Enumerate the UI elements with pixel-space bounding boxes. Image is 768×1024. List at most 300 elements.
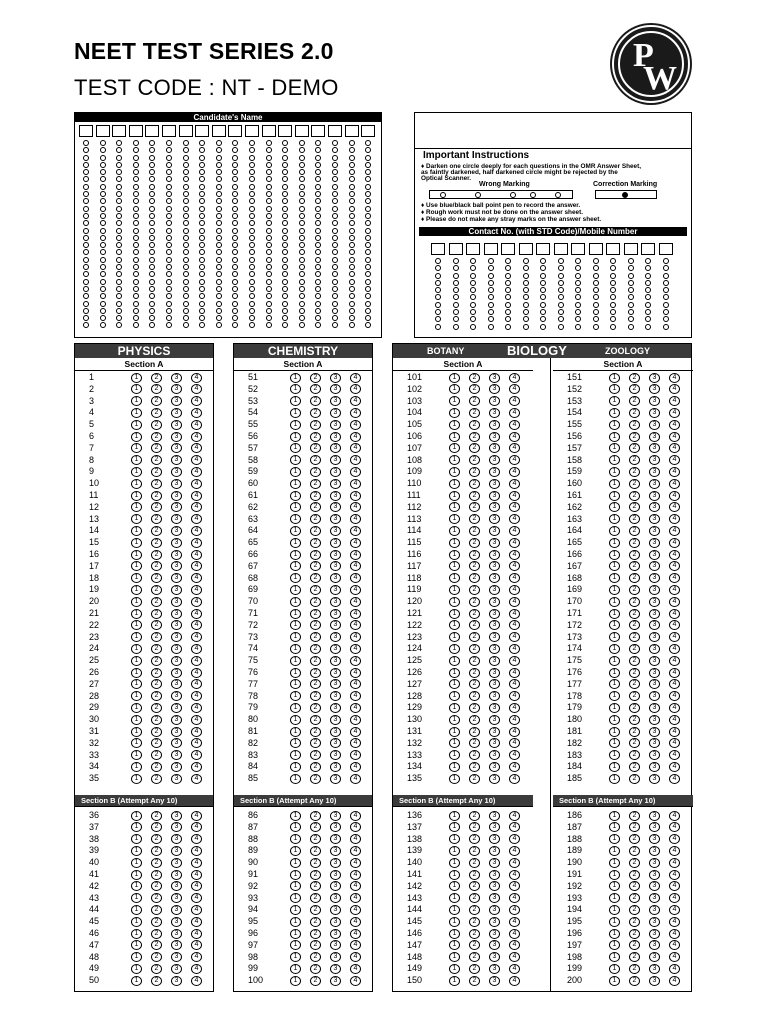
answer-bubble[interactable]: 2 (469, 964, 480, 974)
omr-bubble[interactable] (149, 184, 155, 190)
answer-bubble[interactable]: 4 (509, 846, 520, 856)
entry-box[interactable] (345, 125, 359, 137)
omr-bubble[interactable] (232, 206, 238, 212)
answer-bubble[interactable]: 2 (629, 373, 640, 383)
answer-bubble[interactable]: 1 (449, 917, 460, 927)
answer-bubble[interactable]: 2 (151, 609, 162, 619)
answer-bubble[interactable]: 2 (310, 976, 321, 986)
answer-bubble[interactable]: 1 (290, 822, 301, 832)
answer-bubble[interactable]: 1 (449, 408, 460, 418)
omr-bubble[interactable] (83, 155, 89, 161)
answer-bubble[interactable]: 3 (171, 905, 182, 915)
omr-bubble[interactable] (149, 220, 155, 226)
omr-bubble[interactable] (83, 140, 89, 146)
answer-bubble[interactable]: 3 (171, 561, 182, 571)
omr-bubble[interactable] (575, 265, 581, 271)
omr-bubble[interactable] (83, 264, 89, 270)
answer-bubble[interactable]: 1 (290, 964, 301, 974)
answer-bubble[interactable]: 4 (669, 929, 680, 939)
answer-bubble[interactable]: 4 (350, 373, 361, 383)
answer-bubble[interactable]: 1 (609, 609, 620, 619)
omr-bubble[interactable] (558, 258, 564, 264)
answer-bubble[interactable]: 1 (290, 396, 301, 406)
answer-bubble[interactable]: 3 (171, 858, 182, 868)
omr-bubble[interactable] (628, 324, 634, 330)
omr-bubble[interactable] (266, 220, 272, 226)
omr-bubble[interactable] (149, 198, 155, 204)
answer-bubble[interactable]: 3 (649, 526, 660, 536)
answer-bubble[interactable]: 4 (509, 609, 520, 619)
answer-bubble[interactable]: 3 (649, 811, 660, 821)
omr-bubble[interactable] (100, 257, 106, 263)
omr-bubble[interactable] (166, 315, 172, 321)
omr-bubble[interactable] (100, 140, 106, 146)
answer-bubble[interactable]: 1 (609, 727, 620, 737)
answer-bubble[interactable]: 1 (290, 679, 301, 689)
omr-bubble[interactable] (249, 220, 255, 226)
omr-bubble[interactable] (453, 258, 459, 264)
omr-bubble[interactable] (166, 293, 172, 299)
omr-bubble[interactable] (199, 147, 205, 153)
answer-bubble[interactable]: 4 (509, 703, 520, 713)
answer-bubble[interactable]: 1 (449, 952, 460, 962)
answer-bubble[interactable]: 3 (649, 762, 660, 772)
omr-bubble[interactable] (149, 315, 155, 321)
answer-bubble[interactable]: 1 (449, 373, 460, 383)
answer-bubble[interactable]: 4 (509, 893, 520, 903)
answer-bubble[interactable]: 4 (191, 668, 202, 678)
omr-bubble[interactable] (199, 264, 205, 270)
answer-bubble[interactable]: 1 (449, 691, 460, 701)
answer-bubble[interactable]: 1 (290, 774, 301, 784)
entry-box[interactable] (466, 243, 480, 255)
answer-bubble[interactable]: 4 (669, 585, 680, 595)
omr-bubble[interactable] (100, 147, 106, 153)
answer-bubble[interactable]: 1 (449, 479, 460, 489)
answer-bubble[interactable]: 2 (469, 561, 480, 571)
answer-bubble[interactable]: 1 (449, 561, 460, 571)
omr-bubble[interactable] (100, 322, 106, 328)
omr-bubble[interactable] (315, 206, 321, 212)
omr-bubble[interactable] (488, 273, 494, 279)
omr-bubble[interactable] (166, 140, 172, 146)
omr-bubble[interactable] (282, 257, 288, 263)
answer-bubble[interactable]: 4 (350, 715, 361, 725)
omr-bubble[interactable] (365, 162, 371, 168)
answer-bubble[interactable]: 2 (151, 502, 162, 512)
entry-box[interactable] (129, 125, 143, 137)
omr-bubble[interactable] (282, 286, 288, 292)
omr-bubble[interactable] (216, 279, 222, 285)
answer-bubble[interactable]: 3 (330, 502, 341, 512)
omr-bubble[interactable] (365, 279, 371, 285)
answer-bubble[interactable]: 1 (290, 502, 301, 512)
omr-bubble[interactable] (365, 293, 371, 299)
answer-bubble[interactable]: 3 (489, 573, 500, 583)
answer-bubble[interactable]: 2 (310, 550, 321, 560)
omr-bubble[interactable] (232, 228, 238, 234)
answer-bubble[interactable]: 3 (649, 479, 660, 489)
entry-box[interactable] (262, 125, 276, 137)
answer-bubble[interactable]: 1 (609, 762, 620, 772)
answer-bubble[interactable]: 1 (131, 976, 142, 986)
answer-bubble[interactable]: 2 (469, 846, 480, 856)
answer-bubble[interactable]: 4 (191, 420, 202, 430)
answer-bubble[interactable]: 2 (310, 561, 321, 571)
omr-bubble[interactable] (199, 198, 205, 204)
answer-bubble[interactable]: 4 (509, 479, 520, 489)
answer-bubble[interactable]: 1 (290, 762, 301, 772)
entry-box[interactable] (278, 125, 292, 137)
answer-bubble[interactable]: 2 (310, 846, 321, 856)
answer-bubble[interactable]: 4 (669, 408, 680, 418)
answer-bubble[interactable]: 1 (609, 703, 620, 713)
entry-box[interactable] (449, 243, 463, 255)
answer-bubble[interactable]: 3 (330, 811, 341, 821)
omr-bubble[interactable] (299, 308, 305, 314)
answer-bubble[interactable]: 1 (609, 750, 620, 760)
answer-bubble[interactable]: 4 (191, 408, 202, 418)
answer-bubble[interactable]: 2 (629, 917, 640, 927)
omr-bubble[interactable] (133, 213, 139, 219)
answer-bubble[interactable]: 3 (171, 550, 182, 560)
answer-bubble[interactable]: 3 (649, 750, 660, 760)
answer-bubble[interactable]: 1 (290, 443, 301, 453)
omr-bubble[interactable] (488, 316, 494, 322)
answer-bubble[interactable]: 1 (449, 609, 460, 619)
omr-bubble[interactable] (349, 140, 355, 146)
omr-bubble[interactable] (149, 140, 155, 146)
omr-bubble[interactable] (83, 147, 89, 153)
answer-bubble[interactable]: 2 (310, 526, 321, 536)
answer-bubble[interactable]: 4 (191, 502, 202, 512)
omr-bubble[interactable] (299, 279, 305, 285)
omr-bubble[interactable] (232, 220, 238, 226)
answer-bubble[interactable]: 2 (310, 715, 321, 725)
answer-bubble[interactable]: 4 (669, 846, 680, 856)
omr-bubble[interactable] (299, 162, 305, 168)
answer-bubble[interactable]: 1 (290, 870, 301, 880)
answer-bubble[interactable]: 2 (469, 573, 480, 583)
omr-bubble[interactable] (83, 198, 89, 204)
answer-bubble[interactable]: 4 (669, 502, 680, 512)
omr-bubble[interactable] (183, 198, 189, 204)
answer-bubble[interactable]: 4 (509, 715, 520, 725)
answer-bubble[interactable]: 2 (469, 668, 480, 678)
omr-bubble[interactable] (199, 279, 205, 285)
omr-bubble[interactable] (149, 162, 155, 168)
omr-bubble[interactable] (183, 140, 189, 146)
answer-bubble[interactable]: 1 (609, 408, 620, 418)
answer-bubble[interactable]: 4 (669, 668, 680, 678)
answer-bubble[interactable]: 4 (191, 491, 202, 501)
omr-bubble[interactable] (199, 184, 205, 190)
answer-bubble[interactable]: 4 (350, 597, 361, 607)
omr-bubble[interactable] (365, 213, 371, 219)
omr-bubble[interactable] (149, 322, 155, 328)
omr-bubble[interactable] (332, 162, 338, 168)
omr-bubble[interactable] (249, 184, 255, 190)
answer-bubble[interactable]: 3 (330, 870, 341, 880)
omr-bubble[interactable] (266, 315, 272, 321)
omr-bubble[interactable] (133, 184, 139, 190)
omr-bubble[interactable] (332, 213, 338, 219)
omr-bubble[interactable] (232, 315, 238, 321)
omr-bubble[interactable] (183, 279, 189, 285)
answer-bubble[interactable]: 1 (290, 561, 301, 571)
answer-bubble[interactable]: 3 (649, 443, 660, 453)
omr-bubble[interactable] (133, 315, 139, 321)
omr-bubble[interactable] (183, 286, 189, 292)
omr-bubble[interactable] (133, 271, 139, 277)
answer-bubble[interactable]: 3 (171, 597, 182, 607)
answer-bubble[interactable]: 2 (151, 870, 162, 880)
omr-bubble[interactable] (610, 309, 616, 315)
omr-bubble[interactable] (116, 169, 122, 175)
omr-bubble[interactable] (216, 191, 222, 197)
answer-bubble[interactable]: 1 (449, 467, 460, 477)
omr-bubble[interactable] (645, 316, 651, 322)
answer-bubble[interactable]: 2 (629, 952, 640, 962)
answer-bubble[interactable]: 3 (649, 632, 660, 642)
omr-bubble[interactable] (216, 198, 222, 204)
omr-bubble[interactable] (183, 235, 189, 241)
answer-bubble[interactable]: 3 (489, 561, 500, 571)
answer-bubble[interactable]: 3 (489, 514, 500, 524)
answer-bubble[interactable]: 2 (469, 609, 480, 619)
omr-bubble[interactable] (232, 279, 238, 285)
answer-bubble[interactable]: 1 (449, 538, 460, 548)
omr-bubble[interactable] (232, 308, 238, 314)
answer-bubble[interactable]: 4 (669, 774, 680, 784)
answer-bubble[interactable]: 4 (350, 738, 361, 748)
omr-bubble[interactable] (149, 169, 155, 175)
answer-bubble[interactable]: 4 (350, 811, 361, 821)
answer-bubble[interactable]: 4 (350, 396, 361, 406)
answer-bubble[interactable]: 3 (489, 491, 500, 501)
answer-bubble[interactable]: 1 (290, 491, 301, 501)
answer-bubble[interactable]: 2 (151, 538, 162, 548)
answer-bubble[interactable]: 4 (350, 656, 361, 666)
answer-bubble[interactable]: 3 (330, 822, 341, 832)
omr-bubble[interactable] (133, 206, 139, 212)
omr-bubble[interactable] (365, 235, 371, 241)
answer-bubble[interactable]: 4 (669, 691, 680, 701)
answer-bubble[interactable]: 3 (171, 679, 182, 689)
omr-bubble[interactable] (645, 294, 651, 300)
answer-bubble[interactable]: 3 (649, 550, 660, 560)
answer-bubble[interactable]: 2 (629, 762, 640, 772)
omr-bubble[interactable] (183, 308, 189, 314)
answer-bubble[interactable]: 3 (171, 964, 182, 974)
answer-bubble[interactable]: 4 (509, 455, 520, 465)
answer-bubble[interactable]: 4 (669, 373, 680, 383)
answer-bubble[interactable]: 4 (509, 656, 520, 666)
answer-bubble[interactable]: 1 (131, 762, 142, 772)
answer-bubble[interactable]: 2 (151, 420, 162, 430)
omr-bubble[interactable] (133, 249, 139, 255)
answer-bubble[interactable]: 1 (609, 715, 620, 725)
omr-bubble[interactable] (116, 257, 122, 263)
omr-bubble[interactable] (133, 308, 139, 314)
omr-bubble[interactable] (365, 271, 371, 277)
omr-bubble[interactable] (249, 235, 255, 241)
answer-bubble[interactable]: 1 (131, 455, 142, 465)
answer-bubble[interactable]: 1 (290, 432, 301, 442)
omr-bubble[interactable] (249, 191, 255, 197)
answer-bubble[interactable]: 4 (191, 715, 202, 725)
answer-bubble[interactable]: 3 (649, 668, 660, 678)
answer-bubble[interactable]: 4 (669, 917, 680, 927)
omr-bubble[interactable] (133, 191, 139, 197)
answer-bubble[interactable]: 4 (669, 550, 680, 560)
answer-bubble[interactable]: 3 (171, 609, 182, 619)
omr-bubble[interactable] (610, 294, 616, 300)
omr-bubble[interactable] (365, 264, 371, 270)
answer-bubble[interactable]: 1 (449, 870, 460, 880)
answer-bubble[interactable]: 1 (290, 905, 301, 915)
answer-bubble[interactable]: 2 (629, 632, 640, 642)
omr-bubble[interactable] (299, 191, 305, 197)
omr-bubble[interactable] (183, 206, 189, 212)
answer-bubble[interactable]: 1 (131, 715, 142, 725)
answer-bubble[interactable]: 2 (469, 455, 480, 465)
answer-bubble[interactable]: 4 (509, 750, 520, 760)
omr-bubble[interactable] (199, 308, 205, 314)
omr-bubble[interactable] (116, 271, 122, 277)
omr-bubble[interactable] (593, 294, 599, 300)
omr-bubble[interactable] (83, 293, 89, 299)
answer-bubble[interactable]: 1 (290, 940, 301, 950)
omr-bubble[interactable] (349, 257, 355, 263)
omr-bubble[interactable] (663, 287, 669, 293)
answer-bubble[interactable]: 3 (649, 432, 660, 442)
answer-bubble[interactable]: 4 (669, 905, 680, 915)
omr-bubble[interactable] (663, 294, 669, 300)
answer-bubble[interactable]: 3 (649, 656, 660, 666)
answer-bubble[interactable]: 4 (509, 929, 520, 939)
omr-bubble[interactable] (183, 315, 189, 321)
omr-bubble[interactable] (183, 155, 189, 161)
omr-bubble[interactable] (83, 213, 89, 219)
answer-bubble[interactable]: 3 (489, 656, 500, 666)
answer-bubble[interactable]: 2 (629, 870, 640, 880)
answer-bubble[interactable]: 3 (330, 858, 341, 868)
omr-bubble[interactable] (116, 140, 122, 146)
omr-bubble[interactable] (249, 169, 255, 175)
omr-bubble[interactable] (315, 213, 321, 219)
omr-bubble[interactable] (149, 228, 155, 234)
answer-bubble[interactable]: 2 (310, 467, 321, 477)
omr-bubble[interactable] (249, 271, 255, 277)
omr-bubble[interactable] (645, 287, 651, 293)
answer-bubble[interactable]: 3 (330, 620, 341, 630)
answer-bubble[interactable]: 1 (290, 573, 301, 583)
answer-bubble[interactable]: 4 (509, 762, 520, 772)
answer-bubble[interactable]: 4 (350, 502, 361, 512)
answer-bubble[interactable]: 1 (449, 881, 460, 891)
answer-bubble[interactable]: 1 (131, 632, 142, 642)
answer-bubble[interactable]: 3 (489, 668, 500, 678)
omr-bubble[interactable] (249, 301, 255, 307)
omr-bubble[interactable] (116, 147, 122, 153)
answer-bubble[interactable]: 1 (449, 822, 460, 832)
omr-bubble[interactable] (315, 249, 321, 255)
answer-bubble[interactable]: 2 (469, 762, 480, 772)
answer-bubble[interactable]: 1 (131, 656, 142, 666)
answer-bubble[interactable]: 2 (469, 514, 480, 524)
answer-bubble[interactable]: 2 (151, 679, 162, 689)
omr-bubble[interactable] (315, 220, 321, 226)
answer-bubble[interactable]: 4 (350, 609, 361, 619)
answer-bubble[interactable]: 4 (669, 597, 680, 607)
omr-bubble[interactable] (199, 293, 205, 299)
answer-bubble[interactable]: 1 (290, 691, 301, 701)
answer-bubble[interactable]: 2 (151, 479, 162, 489)
omr-bubble[interactable] (100, 315, 106, 321)
omr-bubble[interactable] (133, 169, 139, 175)
entry-box[interactable] (589, 243, 603, 255)
omr-bubble[interactable] (183, 184, 189, 190)
omr-bubble[interactable] (249, 322, 255, 328)
answer-bubble[interactable]: 2 (151, 715, 162, 725)
omr-bubble[interactable] (488, 302, 494, 308)
omr-bubble[interactable] (216, 140, 222, 146)
omr-bubble[interactable] (166, 176, 172, 182)
omr-bubble[interactable] (470, 302, 476, 308)
omr-bubble[interactable] (83, 279, 89, 285)
answer-bubble[interactable]: 4 (350, 644, 361, 654)
omr-bubble[interactable] (249, 198, 255, 204)
answer-bubble[interactable]: 4 (509, 870, 520, 880)
omr-bubble[interactable] (133, 228, 139, 234)
answer-bubble[interactable]: 2 (469, 502, 480, 512)
omr-bubble[interactable] (83, 235, 89, 241)
answer-bubble[interactable]: 1 (449, 976, 460, 986)
omr-bubble[interactable] (453, 265, 459, 271)
entry-box[interactable] (212, 125, 226, 137)
omr-bubble[interactable] (315, 322, 321, 328)
omr-bubble[interactable] (332, 301, 338, 307)
omr-bubble[interactable] (282, 242, 288, 248)
omr-bubble[interactable] (100, 162, 106, 168)
omr-bubble[interactable] (183, 176, 189, 182)
answer-bubble[interactable]: 1 (609, 822, 620, 832)
answer-bubble[interactable]: 4 (669, 893, 680, 903)
omr-bubble[interactable] (282, 293, 288, 299)
omr-bubble[interactable] (470, 324, 476, 330)
answer-bubble[interactable]: 3 (489, 858, 500, 868)
omr-bubble[interactable] (299, 322, 305, 328)
answer-bubble[interactable]: 3 (171, 502, 182, 512)
answer-bubble[interactable]: 3 (171, 396, 182, 406)
answer-bubble[interactable]: 1 (609, 597, 620, 607)
answer-bubble[interactable]: 2 (629, 384, 640, 394)
omr-bubble[interactable] (593, 302, 599, 308)
omr-bubble[interactable] (266, 322, 272, 328)
omr-bubble[interactable] (133, 162, 139, 168)
answer-bubble[interactable]: 1 (609, 632, 620, 642)
answer-bubble[interactable]: 1 (449, 620, 460, 630)
omr-bubble[interactable] (100, 271, 106, 277)
answer-bubble[interactable]: 3 (489, 976, 500, 986)
answer-bubble[interactable]: 4 (191, 550, 202, 560)
omr-bubble[interactable] (133, 176, 139, 182)
omr-bubble[interactable] (315, 198, 321, 204)
answer-bubble[interactable]: 4 (191, 952, 202, 962)
answer-bubble[interactable]: 3 (489, 396, 500, 406)
omr-bubble[interactable] (166, 213, 172, 219)
